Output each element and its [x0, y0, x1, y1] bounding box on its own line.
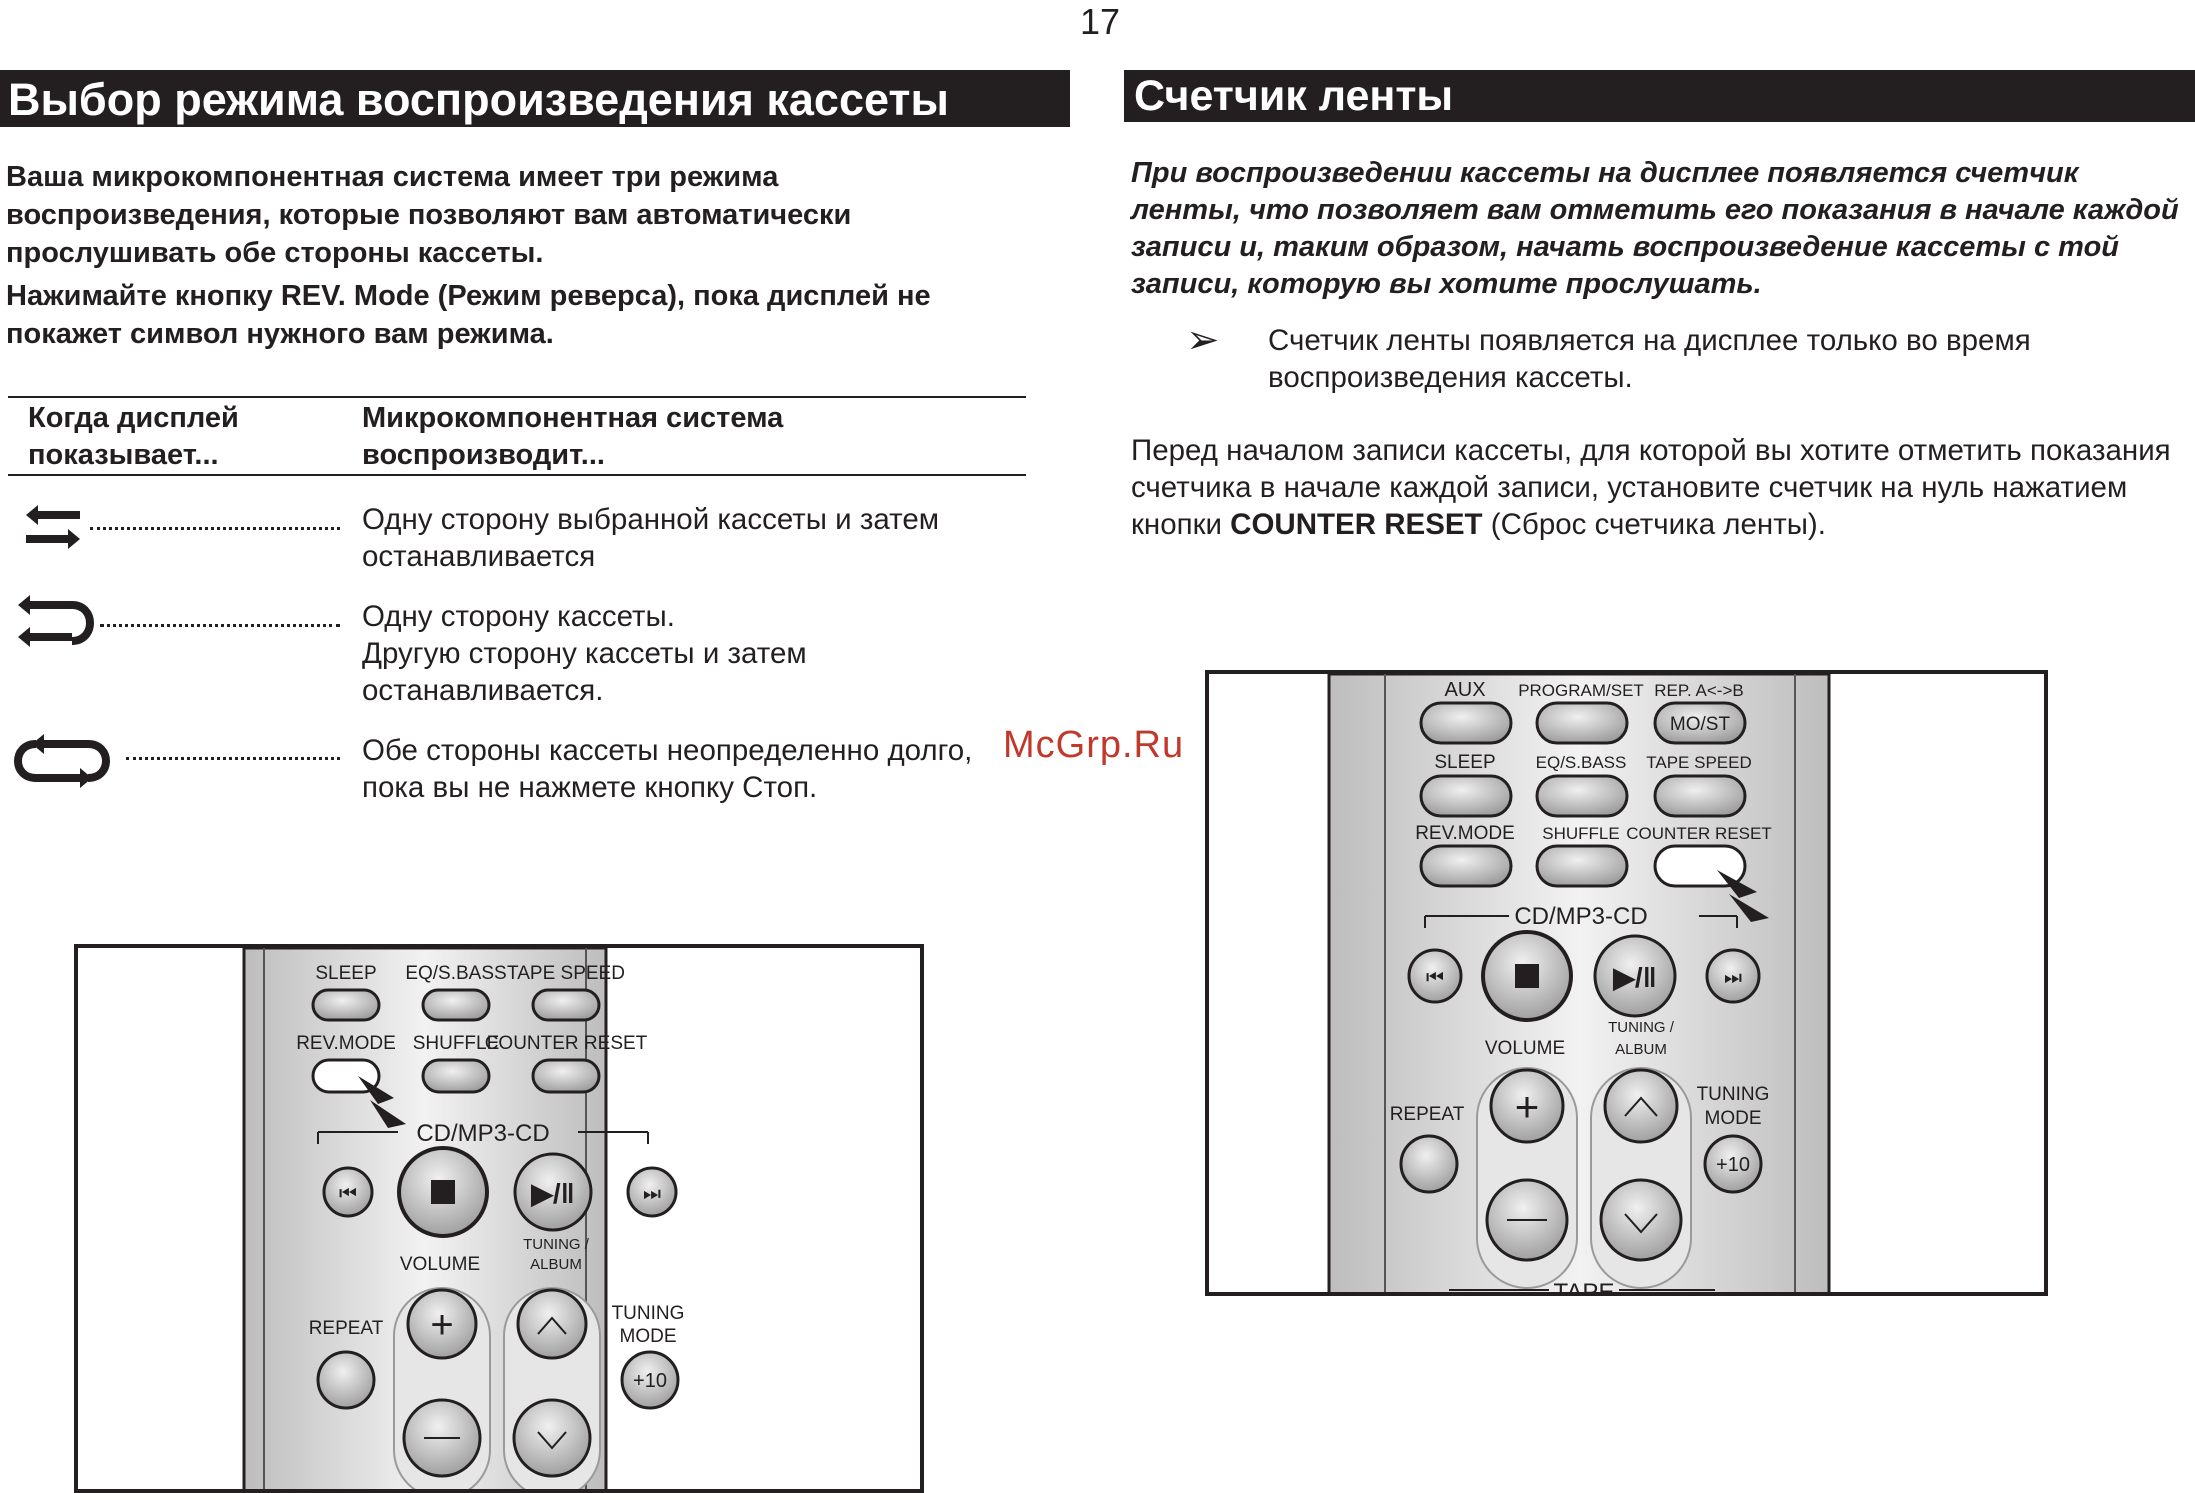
remote-label-counter-reset: COUNTER RESET [1626, 824, 1772, 843]
program-set-button[interactable] [1537, 703, 1627, 743]
table-header-display: Когда дисплей показывает... [28, 402, 239, 471]
remote-section-cd-mp3: CD/MP3-CD [416, 1120, 550, 1147]
remote-label-mo-st: MO/ST [1669, 714, 1731, 735]
leader-dots [126, 757, 340, 760]
repeat-button[interactable] [1401, 1136, 1457, 1192]
remote-illustration-counter-reset [1205, 670, 2048, 1300]
remote-label-rev-mode: REV.MODE [296, 1033, 396, 1054]
play-pause-icon: ▶/‖ [531, 1178, 575, 1209]
remote-label-tape-speed: TAPE SPEED [507, 963, 625, 984]
remote-label-tuning-album-1: TUNING / [1608, 1019, 1674, 1036]
remote-illustration-rev-mode [74, 944, 924, 1493]
remote-label-eq-sbass: EQ/S.BASS [1535, 753, 1627, 772]
remote-label-repeat: REPEAT [308, 1318, 384, 1339]
table-header-rule [8, 474, 1026, 476]
both-sides-arrows-icon [16, 595, 96, 651]
remote-label-tuning-album-2: ALBUM [1615, 1041, 1667, 1058]
tuning-down-button[interactable] [1601, 1180, 1681, 1260]
row-both-sides-line-1: Одну сторону кассеты. [362, 600, 675, 633]
remote-label-tuning-mode-1: TUNING [1696, 1084, 1770, 1105]
remote-label-counter-reset: COUNTER RESET [484, 1033, 648, 1054]
intro-paragraph: Ваша микрокомпонентная система имеет три режима воспроизведения, которые позволяют вам автоматически прослушивать обе стороны кассеты. [6, 161, 852, 269]
table-top-rule [8, 396, 1026, 398]
table-header-system: Микрокомпонентная система воспроизводит... [362, 402, 784, 471]
section-title-playback-mode: Выбор режима воспроизведения кассеты [0, 70, 1070, 127]
remote-button-layer [1209, 674, 2048, 1300]
rev-mode-button[interactable] [1421, 846, 1511, 886]
stop-icon [1515, 964, 1539, 988]
counter-intro: При воспроизведении кассеты на дисплее появляется счетчик ленты, что позволяет вам отметить его показания в начале каждой записи и, таким образом, начать воспроизведение кассеты с той записи, которую вы хотите прослушать. [1131, 157, 2179, 300]
repeat-button[interactable] [318, 1352, 374, 1408]
para-text-2: (Сброс счетчика ленты). [1482, 508, 1826, 541]
remote-section-cd-mp3: CD/MP3-CD [1514, 903, 1648, 930]
note-arrow-icon: ➢ [1186, 318, 1220, 362]
remote-label-plus10: +10 [1716, 1154, 1750, 1176]
counter-reset-bold: COUNTER RESET [1230, 508, 1483, 541]
row-continuous-text: Обе стороны кассеты неопределенно долго, пока вы не нажмете кнопку Стоп. [362, 734, 973, 804]
tape-speed-button[interactable] [533, 990, 599, 1020]
section-title-tape-counter: Счетчик ленты [1124, 70, 2195, 122]
one-side-arrows-icon [24, 505, 82, 551]
previous-track-icon: ⏮ [339, 1183, 357, 1205]
para-text-1: Перед началом записи кассеты, для которой вы хотите отметить показания счетчика в начале каждой записи, установите счетчик на нуль нажатием кнопки [1131, 434, 2171, 541]
remote-label-tuning-album-1: TUNING / [523, 1236, 589, 1253]
pointer-arrow-icon [1729, 894, 1769, 922]
remote-label-sleep: SLEEP [315, 963, 377, 984]
counter-reset-button[interactable] [533, 1060, 599, 1092]
leader-dots [90, 527, 340, 530]
shuffle-button[interactable] [1537, 846, 1627, 886]
play-pause-icon: ▶/‖ [1613, 962, 1657, 993]
plus-icon: + [430, 1303, 454, 1347]
plus-icon: + [1514, 1083, 1540, 1130]
pointer-arrow-icon [370, 1100, 406, 1128]
watermark: McGrp.Ru [1003, 724, 1185, 766]
tuning-up-button[interactable] [1605, 1070, 1677, 1142]
remote-label-rep-ab: REP. A<->B [1654, 681, 1744, 700]
remote-label-tuning-mode-2: MODE [619, 1326, 677, 1347]
remote-label-plus10: +10 [633, 1370, 667, 1392]
remote-label-aux: AUX [1444, 679, 1486, 701]
remote-label-tuning-album-2: ALBUM [530, 1256, 582, 1273]
leader-dots [100, 624, 340, 627]
page-number: 17 [1079, 1, 1121, 42]
remote-label-repeat: REPEAT [1389, 1104, 1465, 1125]
remote-label-eq-sbass: EQ/S.BASS [405, 963, 507, 984]
tuning-down-button[interactable] [514, 1400, 590, 1476]
previous-track-icon: ⏮ [1426, 967, 1444, 989]
remote-label-volume: VOLUME [399, 1254, 481, 1275]
remote-button-layer [78, 948, 924, 1493]
tuning-up-button[interactable] [518, 1290, 586, 1358]
row-both-sides-text [362, 598, 1022, 709]
aux-button[interactable] [1421, 703, 1511, 743]
next-track-icon: ⏭ [643, 1183, 661, 1205]
remote-label-shuffle: SHUFFLE [1542, 824, 1620, 843]
eq-sbass-button[interactable] [1537, 776, 1627, 816]
remote-label-tuning-mode-2: MODE [1704, 1108, 1762, 1129]
continuous-loop-icon [10, 732, 114, 788]
remote-label-shuffle: SHUFFLE [412, 1033, 500, 1054]
next-track-icon: ⏭ [1724, 967, 1742, 989]
sleep-button[interactable] [313, 990, 379, 1020]
tape-speed-button[interactable] [1655, 776, 1745, 816]
remote-label-tape-speed: TAPE SPEED [1646, 753, 1752, 772]
intro-text [6, 158, 1046, 353]
remote-label-sleep: SLEEP [1434, 752, 1496, 773]
sleep-button[interactable] [1421, 776, 1511, 816]
intro-instruction: Нажимайте кнопку REV. Mode (Режим реверса), пока дисплей не покажет символ нужного вам режима. [6, 280, 931, 350]
row-one-side-text: Одну сторону выбранной кассеты и затем останавливается [362, 503, 940, 573]
counter-reset-paragraph [1131, 432, 2181, 543]
counter-note: Счетчик ленты появляется на дисплее только во время воспроизведения кассеты. [1268, 324, 2031, 394]
remote-label-program-set: PROGRAM/SET [1518, 681, 1644, 700]
remote-label-tuning-mode-1: TUNING [611, 1303, 685, 1324]
remote-label-volume: VOLUME [1484, 1038, 1566, 1059]
row-both-sides-line-2: Другую сторону кассеты и затем останавливается. [362, 637, 807, 707]
eq-sbass-button[interactable] [423, 990, 489, 1020]
shuffle-button[interactable] [423, 1060, 489, 1092]
remote-label-rev-mode: REV.MODE [1415, 823, 1515, 844]
remote-section-tape: TAPE [1553, 1279, 1615, 1300]
stop-icon [431, 1180, 455, 1204]
